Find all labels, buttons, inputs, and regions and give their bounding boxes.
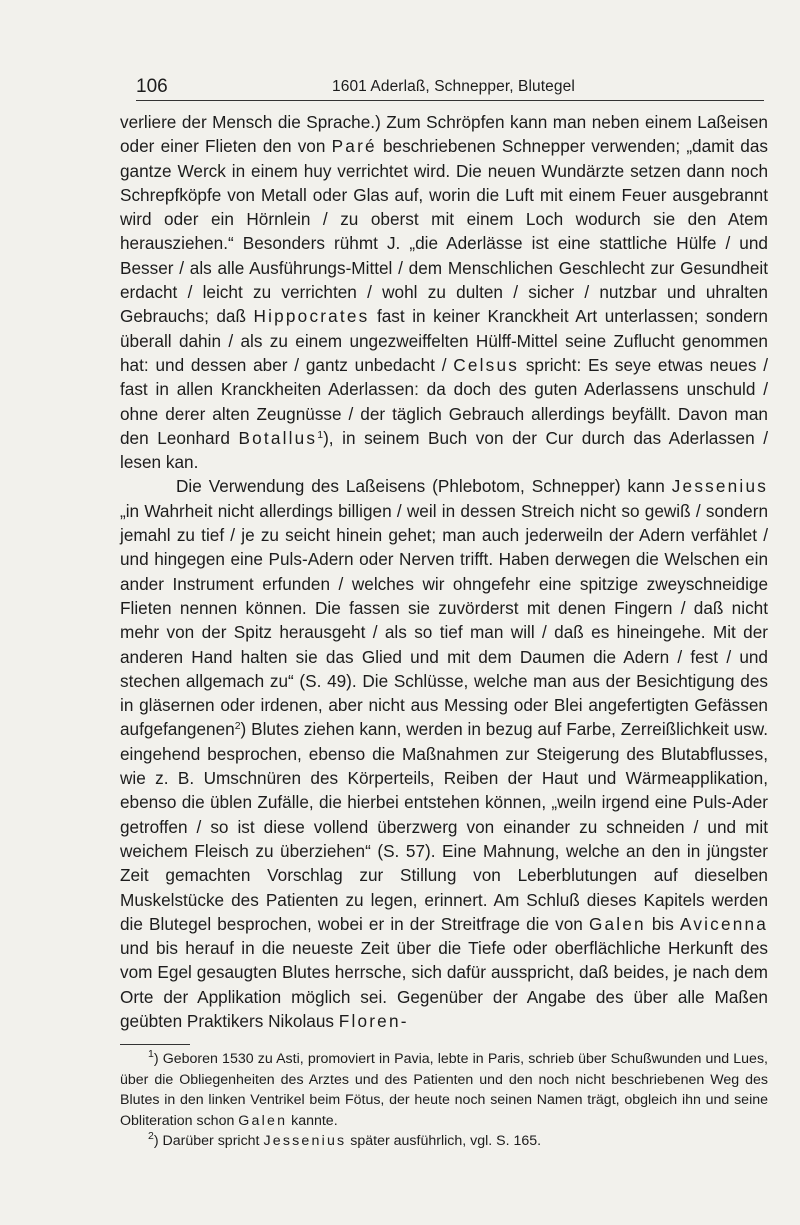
page-number: 106 — [136, 76, 168, 97]
spaced-name: Jessenius — [671, 476, 768, 497]
footnote-marker: 2 — [148, 1130, 154, 1142]
footnote-marker: 1 — [148, 1048, 154, 1060]
text-run: kannte. — [287, 1112, 338, 1129]
footnote-ref: 2 — [234, 720, 241, 733]
spaced-name: Botallus — [238, 427, 318, 448]
text-run: fast in keiner Kranckheit Art unterlassen; sondern überall dahin / als zu einem ungezweiffelten Hülff-Mittel seine Zuflucht genommen hat: und dessen aber / gantz unbedacht / — [120, 306, 768, 375]
paragraph-2 — [120, 474, 768, 1033]
text-run: verliere der Mensch die Sprache.) Zum Schröpfen kann man neben einem Laßeisen oder einer Flieten den von — [120, 112, 768, 157]
spaced-name: Galen — [238, 1112, 288, 1129]
spaced-name: Galen — [588, 913, 646, 934]
page-header — [136, 74, 764, 101]
paragraph-1 — [120, 110, 768, 474]
text-run: und bis herauf in die neueste Zeit über die Tiefe oder oberflächliche Herkunft des vom Egel gesaugten Blutes herrsche, sich dafür ausspricht, daß beides, je nach dem Orte der Applikation möglich sei. Gegenüber der Angabe des über alle Maßen geübten Praktikers Nikolaus — [120, 938, 768, 1031]
spaced-name: Hippocrates — [253, 306, 370, 327]
text-run: ) Geboren 1530 zu Asti, promoviert in Pavia, lebte in Paris, schrieb über Schußwunden und Lues, über die Obliegenheiten des Arztes und des Patienten und den noch nicht beschriebenen Weg des Blutes in den linken Ventrikel beim Fötus, der heute noch seinen Namen trägt, obgleich ihn und seine Obliteration schon — [120, 1051, 768, 1129]
spaced-name: Floren- — [338, 1010, 409, 1031]
text-run: „in Wahrheit nicht allerdings billigen / weil in dessen Streich nicht so gewiß / sondern jemahl zu tief / je zu seicht hinein gehet; man auch jederweiln der Adern verfählet / und hingegen eine Puls-Adern oder Nerven trifft. Haben derwegen die Welschen ein ander Instrument erfunden / welches wir ohngefehr eine spitzige zweyschneidige Flieten nennen können. Die fassen sie zuvörderst mit denen Fingern / daß nicht mehr von der Spitz herausgeht / als so tief man will / daß es hineingehe. Mit der anderen Hand halten sie das Glied und mit dem Daumen die Adern / fest / und stechen allgemach zu“ (S. 49). Die Schlüsse, welche man aus der Besichtigung des in gläsernen oder irdenen, aber nicht aus Messing oder Blei angefertigten Gefässen aufgefangenen — [120, 500, 768, 740]
spaced-name: Celsus — [453, 354, 520, 375]
footnote-2 — [120, 1131, 768, 1152]
text-run: später ausführlich, vgl. S. 165. — [346, 1133, 542, 1149]
text-run: ) Darüber spricht — [153, 1133, 264, 1149]
spaced-name: Jessenius — [263, 1133, 347, 1149]
text-run: ) Blutes ziehen kann, werden in bezug auf Farbe, Zerreißlichkeit usw. eingehend besprochen, ebenso die Maßnahmen zur Steigerung des Blutabflusses, wie z. B. Umschnüren des Körperteils, Reiben der Haut und Wärmeapplikation, ebenso die üblen Zufälle, die hierbei entstehen können, „weiln irgend eine Puls-Ader getroffen / so ist diese vollend überzwerg von einander zu schneiden / und mit weichem Fleisch zu überziehen“ (S. 57). Eine Mahnung, welche an den in jüngster Zeit gemachten Vorschlag zur Stillung von Leberblutungen auf dieselben Muskelstücke des Patienten zu legen, erinnert. Am Schluß dieses Kapitels werden die Blutegel besprochen, wobei er in der Streitfrage die von — [120, 719, 768, 934]
text-run: ), in seinem Buch von der Cur durch das Aderlassen / lesen kan. — [120, 427, 768, 473]
spaced-name: Avicenna — [680, 913, 768, 934]
footnotes — [120, 1049, 768, 1152]
footnote-divider — [120, 1044, 190, 1045]
spaced-name: Paré — [331, 136, 377, 157]
main-text — [120, 110, 768, 1033]
text-run: beschriebenen Schnepper verwenden; „damit das gantze Werck in einem huy verrichtet wird. Die neuen Wundärzte setzen dann noch Schrepfköpfe von Metall oder Glas auf, worin die Luft mit einem Feuer ausgebrannt wird oder ein Hörnlein / zu oberst mit einem Loch wodurch sie den Atem herausziehen.“ Besonders rühmt J. „die Aderlässe ist eine stattliche Hülfe / und Besser / als alle Ausführungs-Mittel / dem Menschlichen Geschlecht zur Gesundheit erdacht / leicht zu verrichten / wohl zu dulten / sicher / nutzbar und uhralten Gebrauchs; daß — [120, 136, 768, 327]
text-run: bis — [645, 913, 680, 934]
text-run: Die Verwendung des Laßeisens (Phlebotom, Schnepper) kann — [176, 476, 672, 497]
text-run: spricht: Es seye etwas neues / fast in allen Kranckheiten Aderlassen: da doch des guten Aderlassens unschuld / ohne derer alten Zeugnüsse / der täglich Gebrauch allerdings beyfällt. Davon man den Leonhard — [120, 354, 768, 448]
running-head: 1601 Aderlaß, Schnepper, Blutegel — [332, 78, 575, 95]
footnote-1 — [120, 1049, 768, 1131]
footnote-ref: 1 — [317, 428, 324, 441]
